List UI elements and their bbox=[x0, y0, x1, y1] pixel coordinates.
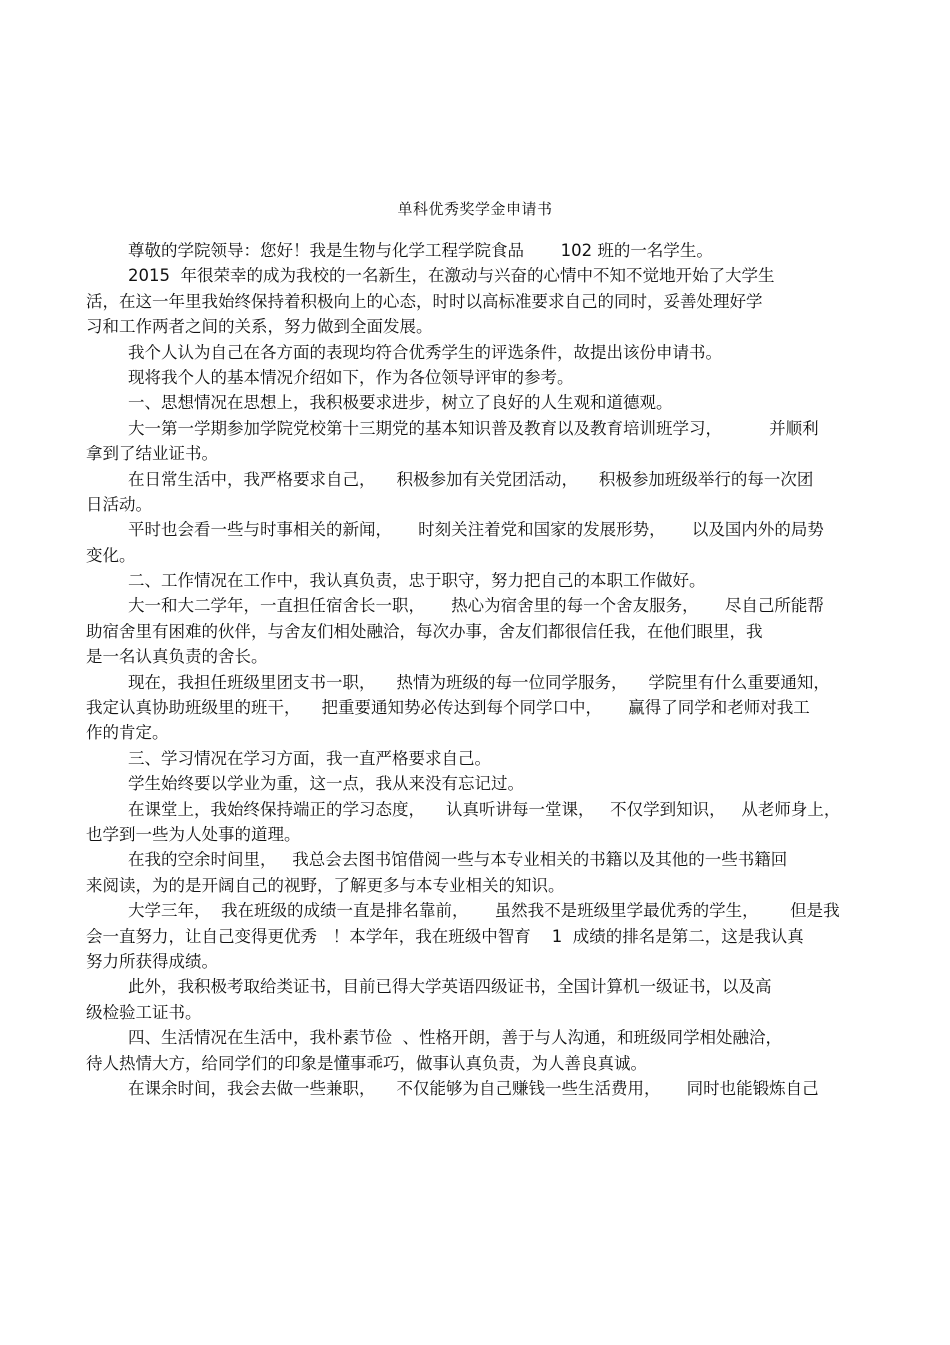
text-line: 平时也会看一些与时事相关的新闻， 时刻关注着党和国家的发展形势， 以及国内外的局势 bbox=[86, 520, 824, 540]
text-line: 也学到一些为人处事的道理。 bbox=[86, 824, 301, 844]
text-line: 待人热情大方，给同学们的印象是懂事乖巧，做事认真负责，为人善良真诚。 bbox=[86, 1053, 647, 1073]
text-line: 变化。 bbox=[86, 545, 136, 565]
text-line: 级检验工证书。 bbox=[86, 1002, 202, 1022]
text-line: 在我的空余时间里， 我总会去图书馆借阅一些与本专业相关的书籍以及其他的一些书籍回 bbox=[86, 850, 788, 870]
text-line: 助宿舍里有困难的伙伴，与舍友们相处融洽，每次办事，舍友们都很信任我，在他们眼里，我 bbox=[86, 621, 763, 641]
text-line: 我定认真协助班级里的班干， 把重要通知势必传达到每个同学口中， 赢得了同学和老师对我工 bbox=[86, 698, 810, 718]
text-line: 会一直努力，让自己变得更优秀 ！本学年，我在班级中智育 1 成绩的排名是第二，这是我认真 bbox=[86, 926, 804, 946]
document-body bbox=[86, 238, 866, 1101]
text-line: 在课堂上，我始终保持端正的学习态度， 认真听讲每一堂课， 不仅学到知识， 从老师身上， bbox=[86, 799, 841, 819]
text-line: 现在，我担任班级里团支书一职， 热情为班级的每一位同学服务， 学院里有什么重要通知， bbox=[86, 672, 830, 692]
text-line: 一、思想情况在思想上，我积极要求进步，树立了良好的人生观和道德观。 bbox=[86, 393, 673, 413]
text-line: 日活动。 bbox=[86, 494, 152, 514]
text-line: 四、生活情况在生活中，我朴素节俭 、性格开朗，善于与人沟通，和班级同学相处融洽， bbox=[86, 1028, 782, 1048]
text-line: 尊敬的学院领导：您好！我是生物与化学工程学院食品 102 班的一名学生。 bbox=[86, 241, 713, 260]
text-line: 2015 年很荣幸的成为我校的一名新生，在激动与兴奋的心情中不知不觉地开始了大学生 bbox=[86, 266, 775, 286]
text-line: 大学三年， 我在班级的成绩一直是排名靠前， 虽然我不是班级里学最优秀的学生， 但是我 bbox=[86, 901, 840, 921]
text-line: 努力所获得成绩。 bbox=[86, 951, 218, 971]
text-line: 我个人认为自己在各方面的表现均符合优秀学生的评选条件，故提出该份申请书。 bbox=[86, 342, 722, 362]
text-line: 学生始终要以学业为重，这一点，我从来没有忘记过。 bbox=[86, 774, 524, 794]
text-line: 活，在这一年里我始终保持着积极向上的心态，时时以高标准要求自己的同时，妥善处理好学 bbox=[86, 291, 763, 311]
text-line: 拿到了结业证书。 bbox=[86, 444, 218, 464]
text-line: 在课余时间，我会去做一些兼职， 不仅能够为自己赚钱一些生活费用， 同时也能锻炼自己 bbox=[86, 1078, 819, 1098]
text-line: 习和工作两者之间的关系，努力做到全面发展。 bbox=[86, 317, 433, 337]
text-line: 三、学习情况在学习方面，我一直严格要求自己。 bbox=[86, 748, 491, 768]
document-title: 单科优秀奖学金申请书 bbox=[397, 200, 553, 218]
text-line: 二、工作情况在工作中，我认真负责，忠于职守，努力把自己的本职工作做好。 bbox=[86, 571, 706, 591]
text-line: 是一名认真负责的舍长。 bbox=[86, 647, 268, 667]
text-line: 作的肯定。 bbox=[86, 723, 169, 743]
text-line: 在日常生活中，我严格要求自己， 积极参加有关党团活动， 积极参加班级举行的每一次团 bbox=[86, 469, 814, 489]
text-line: 来阅读，为的是开阔自己的视野，了解更多与本专业相关的知识。 bbox=[86, 875, 565, 895]
text-line: 现将我个人的基本情况介绍如下，作为各位领导评审的参考。 bbox=[86, 367, 574, 387]
text-line: 大一第一学期参加学院党校第十三期党的基本知识普及教育以及教育培训班学习， 并顺利 bbox=[86, 418, 819, 438]
text-line: 此外，我积极考取给类证书，目前已得大学英语四级证书，全国计算机一级证书，以及高 bbox=[86, 977, 772, 997]
text-line: 大一和大二学年，一直担任宿舍长一职， 热心为宿舍里的每一个舍友服务， 尽自己所能帮 bbox=[86, 596, 824, 616]
